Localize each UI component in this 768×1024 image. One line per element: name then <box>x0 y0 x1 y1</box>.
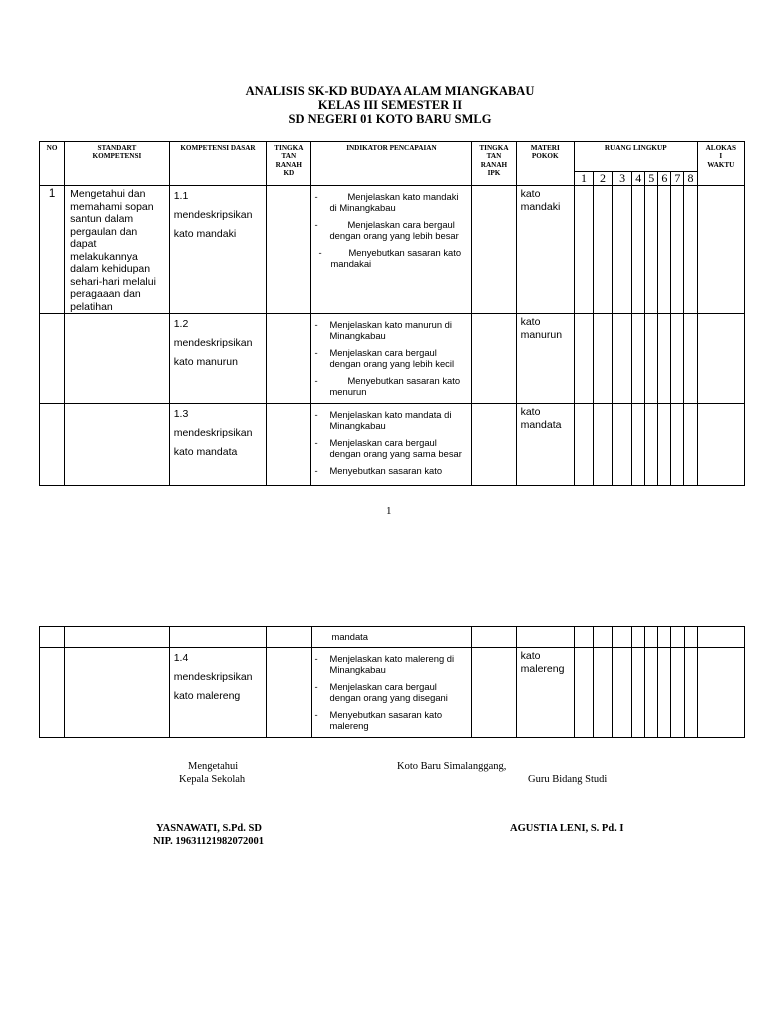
rl-cell <box>613 404 632 486</box>
kd-text: mendeskripsikan kato mandata <box>173 427 253 458</box>
rl-cell <box>658 404 671 486</box>
tingkatan-ipk-cell <box>472 404 516 486</box>
kd-cell <box>169 627 267 648</box>
rl-cell <box>684 648 697 738</box>
table-row <box>40 627 745 648</box>
table-row <box>40 314 745 404</box>
header-ruang-lingkup: RUANG LINGKUP <box>574 142 697 172</box>
row-number: 1 <box>40 186 65 314</box>
table-row <box>40 186 745 314</box>
rl-cell <box>632 648 645 738</box>
sk-cell <box>65 648 170 738</box>
standart-kompetensi-text <box>65 314 170 404</box>
rl-cell <box>574 186 593 314</box>
tingkatan-ipk-cell <box>472 627 516 648</box>
signature-left-name: YASNAWATI, S.Pd. SD <box>156 823 262 834</box>
rl-cell <box>613 314 632 404</box>
kd-number: 1.3 <box>173 408 189 420</box>
analysis-table <box>39 141 745 486</box>
kd-text: mendeskripsikan kato malereng <box>173 671 253 702</box>
rl-cell <box>684 314 697 404</box>
standart-kompetensi-text: Mengetahui dan memahami sopan santun dalam pergaulan dan dapat melakukannya dalam kehidupan sehari-hari melalui peragaaan dan pelatihan <box>65 186 170 314</box>
indikator-cell <box>311 314 472 404</box>
rl-cell <box>684 627 697 648</box>
rl-cell <box>645 314 658 404</box>
rl-cell <box>575 627 594 648</box>
tingkatan-ipk-cell <box>472 648 516 738</box>
indikator-item: - Menyebutkan sasaran kato menurun <box>314 375 461 397</box>
rl-cell <box>671 404 684 486</box>
document-subtitle-class: KELAS III SEMESTER II <box>317 98 463 112</box>
header-tingkatan-ranah-ipk: TINGKA TAN RANAH IPK <box>472 142 516 186</box>
table-row <box>40 404 745 486</box>
tingkatan-kd-cell <box>267 627 311 648</box>
materi-pokok-cell: kato manurun <box>516 314 574 404</box>
rl-cell <box>671 648 684 738</box>
indikator-item: - Menjelaskan cara bergaul dengan orang yang disegani <box>314 681 448 703</box>
alokasi-cell <box>697 186 744 314</box>
indikator-cell <box>311 186 472 314</box>
document-subtitle-school: SD NEGERI 01 KOTO BARU SMLG <box>288 112 492 126</box>
indikator-item: - Menjelaskan kato malereng di Minangkabau <box>314 653 455 675</box>
alokasi-cell <box>697 314 744 404</box>
tingkatan-kd-cell <box>267 404 311 486</box>
rl-cell <box>632 404 645 486</box>
rl-cell <box>594 404 613 486</box>
tingkatan-ipk-cell <box>472 186 516 314</box>
rl-cell <box>684 404 697 486</box>
header-kompetensi-dasar: KOMPETENSI DASAR <box>169 142 267 186</box>
indikator-item: - Menyebutkan sasaran kato <box>314 465 443 476</box>
materi-pokok-cell <box>516 627 574 648</box>
row-number <box>40 314 65 404</box>
rl-cell <box>574 404 593 486</box>
signature-left-nip: NIP. 19631121982072001 <box>153 836 265 847</box>
rl-cell <box>632 314 645 404</box>
alokasi-cell <box>697 404 744 486</box>
signature-right-role: Guru Bidang Studi <box>528 774 608 785</box>
analysis-table-continued <box>39 626 745 738</box>
materi-pokok-cell: kato mandaki <box>516 186 574 314</box>
header-indikator-pencapaian: INDIKATOR PENCAPAIAN <box>311 142 472 186</box>
rl-cell <box>613 648 632 738</box>
header-materi-pokok: MATERI POKOK <box>516 142 574 186</box>
kd-text: mendeskripsikan kato manurun <box>173 337 253 368</box>
ruang-lingkup-number: 2 <box>594 172 613 186</box>
signature-left-role: Kepala Sekolah <box>179 774 246 785</box>
materi-pokok-cell: kato malereng <box>516 648 574 738</box>
rl-cell <box>671 186 684 314</box>
kompetensi-dasar-cell <box>169 186 267 314</box>
page-number: 1 <box>386 505 392 517</box>
ruang-lingkup-number: 5 <box>645 172 658 186</box>
alokasi-cell <box>697 648 744 738</box>
ruang-lingkup-number: 4 <box>632 172 645 186</box>
signature-left-label: Mengetahui <box>188 761 239 772</box>
kd-number: 1.2 <box>173 318 189 330</box>
document-title: ANALISIS SK-KD BUDAYA ALAM MIANGKABAU <box>245 84 535 98</box>
indikator-item: - Menjelaskan kato mandaki di Minangkabau <box>314 191 459 213</box>
rl-cell <box>684 186 697 314</box>
rl-cell <box>658 627 671 648</box>
rl-cell <box>645 186 658 314</box>
rl-cell <box>671 627 684 648</box>
indikator-item: - Menyebutkan sasaran kato malereng <box>314 709 443 731</box>
ruang-lingkup-number: 6 <box>658 172 671 186</box>
indikator-item: - Menjelaskan cara bergaul dengan orang yang lebih kecil <box>314 347 455 369</box>
alokasi-cell <box>697 627 744 648</box>
rl-cell <box>645 648 658 738</box>
materi-pokok-cell: kato mandata <box>516 404 574 486</box>
header-tingkatan-ranah-kd: TINGKA TAN RANAH KD <box>267 142 311 186</box>
ruang-lingkup-number: 7 <box>671 172 684 186</box>
indikator-cell <box>311 648 472 738</box>
indikator-item: - Menjelaskan kato mandata di Minangkabau <box>314 409 452 431</box>
header-alokasi-waktu: ALOKAS I WAKTU <box>697 142 744 186</box>
signature-place: Koto Baru Simalanggang, <box>397 761 507 772</box>
rl-cell <box>613 627 632 648</box>
rl-cell <box>671 314 684 404</box>
kd-number: 1.4 <box>173 652 189 664</box>
indikator-item: - Menyebutkan sasaran kato mandakai <box>318 247 462 269</box>
kompetensi-dasar-cell <box>169 314 267 404</box>
indikator-cell <box>311 404 472 486</box>
standart-kompetensi-text <box>65 404 170 486</box>
indikator-continuation: mandata <box>311 627 472 648</box>
rl-cell <box>594 186 613 314</box>
header-standart-kompetensi: STANDART KOMPETENSI <box>65 142 170 186</box>
sk-cell <box>65 627 170 648</box>
ruang-lingkup-number: 8 <box>684 172 697 186</box>
table-row <box>40 648 745 738</box>
rl-cell <box>632 186 645 314</box>
kompetensi-dasar-cell <box>169 404 267 486</box>
indikator-item: - Menjelaskan cara bergaul dengan orang yang sama besar <box>314 437 462 459</box>
indikator-item: - Menjelaskan cara bergaul dengan orang yang lebih besar <box>314 219 459 241</box>
rl-cell <box>594 314 613 404</box>
tingkatan-kd-cell <box>267 648 311 738</box>
rl-cell <box>575 648 594 738</box>
no-cell <box>40 627 65 648</box>
tingkatan-kd-cell <box>267 314 311 404</box>
kd-number: 1.1 <box>173 190 189 202</box>
ruang-lingkup-number: 1 <box>574 172 593 186</box>
rl-cell <box>645 627 658 648</box>
header-no: NO <box>40 142 65 186</box>
ruang-lingkup-number: 3 <box>613 172 632 186</box>
rl-cell <box>594 648 613 738</box>
signature-right-name: AGUSTIA LENI, S. Pd. I <box>510 823 624 834</box>
rl-cell <box>658 648 671 738</box>
no-cell <box>40 648 65 738</box>
kd-text: mendeskripsikan kato mandaki <box>173 209 253 240</box>
rl-cell <box>645 404 658 486</box>
rl-cell <box>658 314 671 404</box>
row-number <box>40 404 65 486</box>
tingkatan-ipk-cell <box>472 314 516 404</box>
rl-cell <box>658 186 671 314</box>
tingkatan-kd-cell <box>267 186 311 314</box>
rl-cell <box>594 627 613 648</box>
rl-cell <box>574 314 593 404</box>
indikator-item: - Menjelaskan kato manurun di Minangkabau <box>314 319 452 341</box>
kompetensi-dasar-cell <box>169 648 267 738</box>
rl-cell <box>632 627 645 648</box>
rl-cell <box>613 186 632 314</box>
